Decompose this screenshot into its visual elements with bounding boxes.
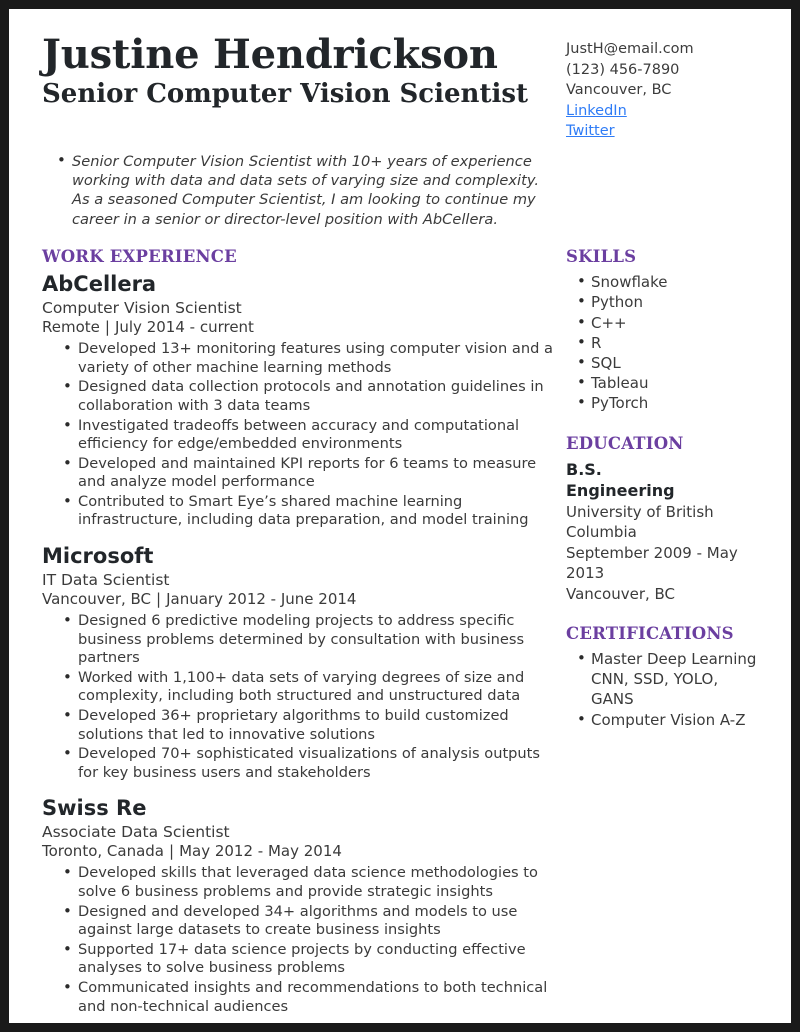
job-title: Associate Data Scientist: [42, 823, 230, 842]
skill-item: • Tableau: [591, 373, 763, 393]
certifications-section: [566, 624, 763, 730]
job-bullet: • Designed 6 predictive modeling projects to address specific business problems determined by consultation with business partners: [78, 612, 558, 668]
job-location: Remote: [42, 318, 100, 337]
job-bullet-list: [42, 612, 558, 782]
job-dates: January 2012 - June 2014: [166, 590, 357, 609]
resume-body: [42, 247, 763, 1017]
job-bullet-list: [42, 340, 558, 530]
job-bullet: • Supported 17+ data science projects by conducting effective analyses to solve business problems: [78, 941, 558, 978]
contact-phone: (123) 456-7890: [566, 61, 680, 78]
skill-item: • PyTorch: [591, 393, 763, 413]
job-title: IT Data Scientist: [42, 571, 170, 590]
skill-item: • Python: [591, 292, 763, 312]
job-company: Microsoft: [42, 544, 154, 569]
skills-list: [566, 272, 763, 413]
job-meta: [42, 842, 558, 861]
job-meta-separator: |: [104, 318, 110, 337]
certification-item: • Master Deep Learning CNN, SSD, YOLO, GANS: [591, 649, 763, 710]
linkedin-link[interactable]: LinkedIn: [566, 102, 627, 119]
job-title: Computer Vision Scientist: [42, 299, 242, 318]
job-entry: [42, 544, 558, 782]
job-meta: [42, 318, 558, 337]
education-degree: B.S.: [566, 459, 602, 479]
skill-item: • R: [591, 333, 763, 353]
job-meta: [42, 590, 558, 609]
job-bullet: • Communicated insights and recommendations to both technical and non-technical audiences: [78, 979, 558, 1016]
job-dates: May 2012 - May 2014: [179, 842, 342, 861]
resume-content: [9, 9, 791, 1023]
job-entry: [42, 272, 558, 530]
summary-bullet-list: [42, 152, 558, 230]
education-section: [566, 434, 763, 605]
skills-section: [566, 247, 763, 413]
contact-block: [558, 33, 763, 142]
job-bullet: • Investigated tradeoffs between accuracy and computational efficiency for edge/embedded environments: [78, 417, 558, 454]
job-company: AbCellera: [42, 272, 157, 297]
job-bullet: • Contributed to Smart Eye’s shared machine learning infrastructure, including data preparation, and model training: [78, 493, 558, 530]
summary-section: [42, 152, 558, 230]
job-bullet: • Developed 13+ monitoring features using computer vision and a variety of other machine learning methods: [78, 340, 558, 377]
job-location: Vancouver, BC: [42, 590, 152, 609]
skills-heading: SKILLS: [566, 247, 637, 267]
job-bullet: • Designed data collection protocols and annotation guidelines in collaboration with 3 data teams: [78, 378, 558, 415]
resume-page: [9, 9, 791, 1023]
contact-email: JustH@email.com: [566, 41, 694, 57]
job-bullet-list: [42, 864, 558, 1016]
summary-bullet: • Senior Computer Vision Scientist with 10+ years of experience working with data and data sets of varying size and complexity. As a seasoned Computer Scientist, I am looking to continue my career in a senior or director-level position with AbCellera.: [72, 152, 558, 230]
certifications-heading: CERTIFICATIONS: [566, 624, 734, 644]
job-entry: [42, 796, 558, 1016]
side-column: [558, 247, 763, 730]
certifications-list: [566, 649, 763, 730]
skill-item: • SQL: [591, 353, 763, 373]
candidate-headline: Senior Computer Vision Scientist: [42, 79, 528, 109]
job-company: Swiss Re: [42, 796, 147, 821]
job-bullet: • Developed and maintained KPI reports for 6 teams to measure and analyze model performance: [78, 455, 558, 492]
resume-header: [42, 33, 763, 142]
education-field: Engineering: [566, 481, 675, 501]
education-location: Vancouver, BC: [566, 584, 676, 603]
education-school: University of British Columbia: [566, 502, 714, 542]
twitter-link[interactable]: Twitter: [566, 123, 615, 139]
candidate-name: Justine Hendrickson: [42, 31, 498, 78]
job-bullet: • Developed 36+ proprietary algorithms to build customized solutions that led to innovative solutions: [78, 707, 558, 744]
job-dates: July 2014 - current: [114, 318, 254, 337]
job-meta-separator: |: [156, 590, 162, 609]
certification-item: • Computer Vision A-Z: [591, 710, 763, 730]
contact-location: Vancouver, BC: [566, 82, 672, 98]
skill-item: • Snowflake: [591, 272, 763, 292]
job-bullet: • Designed and developed 34+ algorithms and models to use against large datasets to create business insights: [78, 903, 558, 940]
job-bullet: • Developed 70+ sophisticated visualizations of analysis outputs for key business users and stakeholders: [78, 745, 558, 782]
header-identity: [42, 33, 558, 109]
education-heading: EDUCATION: [566, 433, 684, 453]
education-dates: September 2009 - May 2013: [566, 543, 738, 583]
main-column: [42, 247, 558, 1017]
skill-item: • C++: [591, 313, 763, 333]
job-meta-separator: |: [169, 842, 175, 861]
work-experience-heading: WORK EXPERIENCE: [42, 247, 237, 267]
job-bullet: • Developed skills that leveraged data science methodologies to solve 6 business problems and provide strategic insights: [78, 864, 558, 901]
job-bullet: • Worked with 1,100+ data sets of varying degrees of size and complexity, including both structured and unstructured data: [78, 669, 558, 706]
job-location: Toronto, Canada: [42, 842, 164, 861]
